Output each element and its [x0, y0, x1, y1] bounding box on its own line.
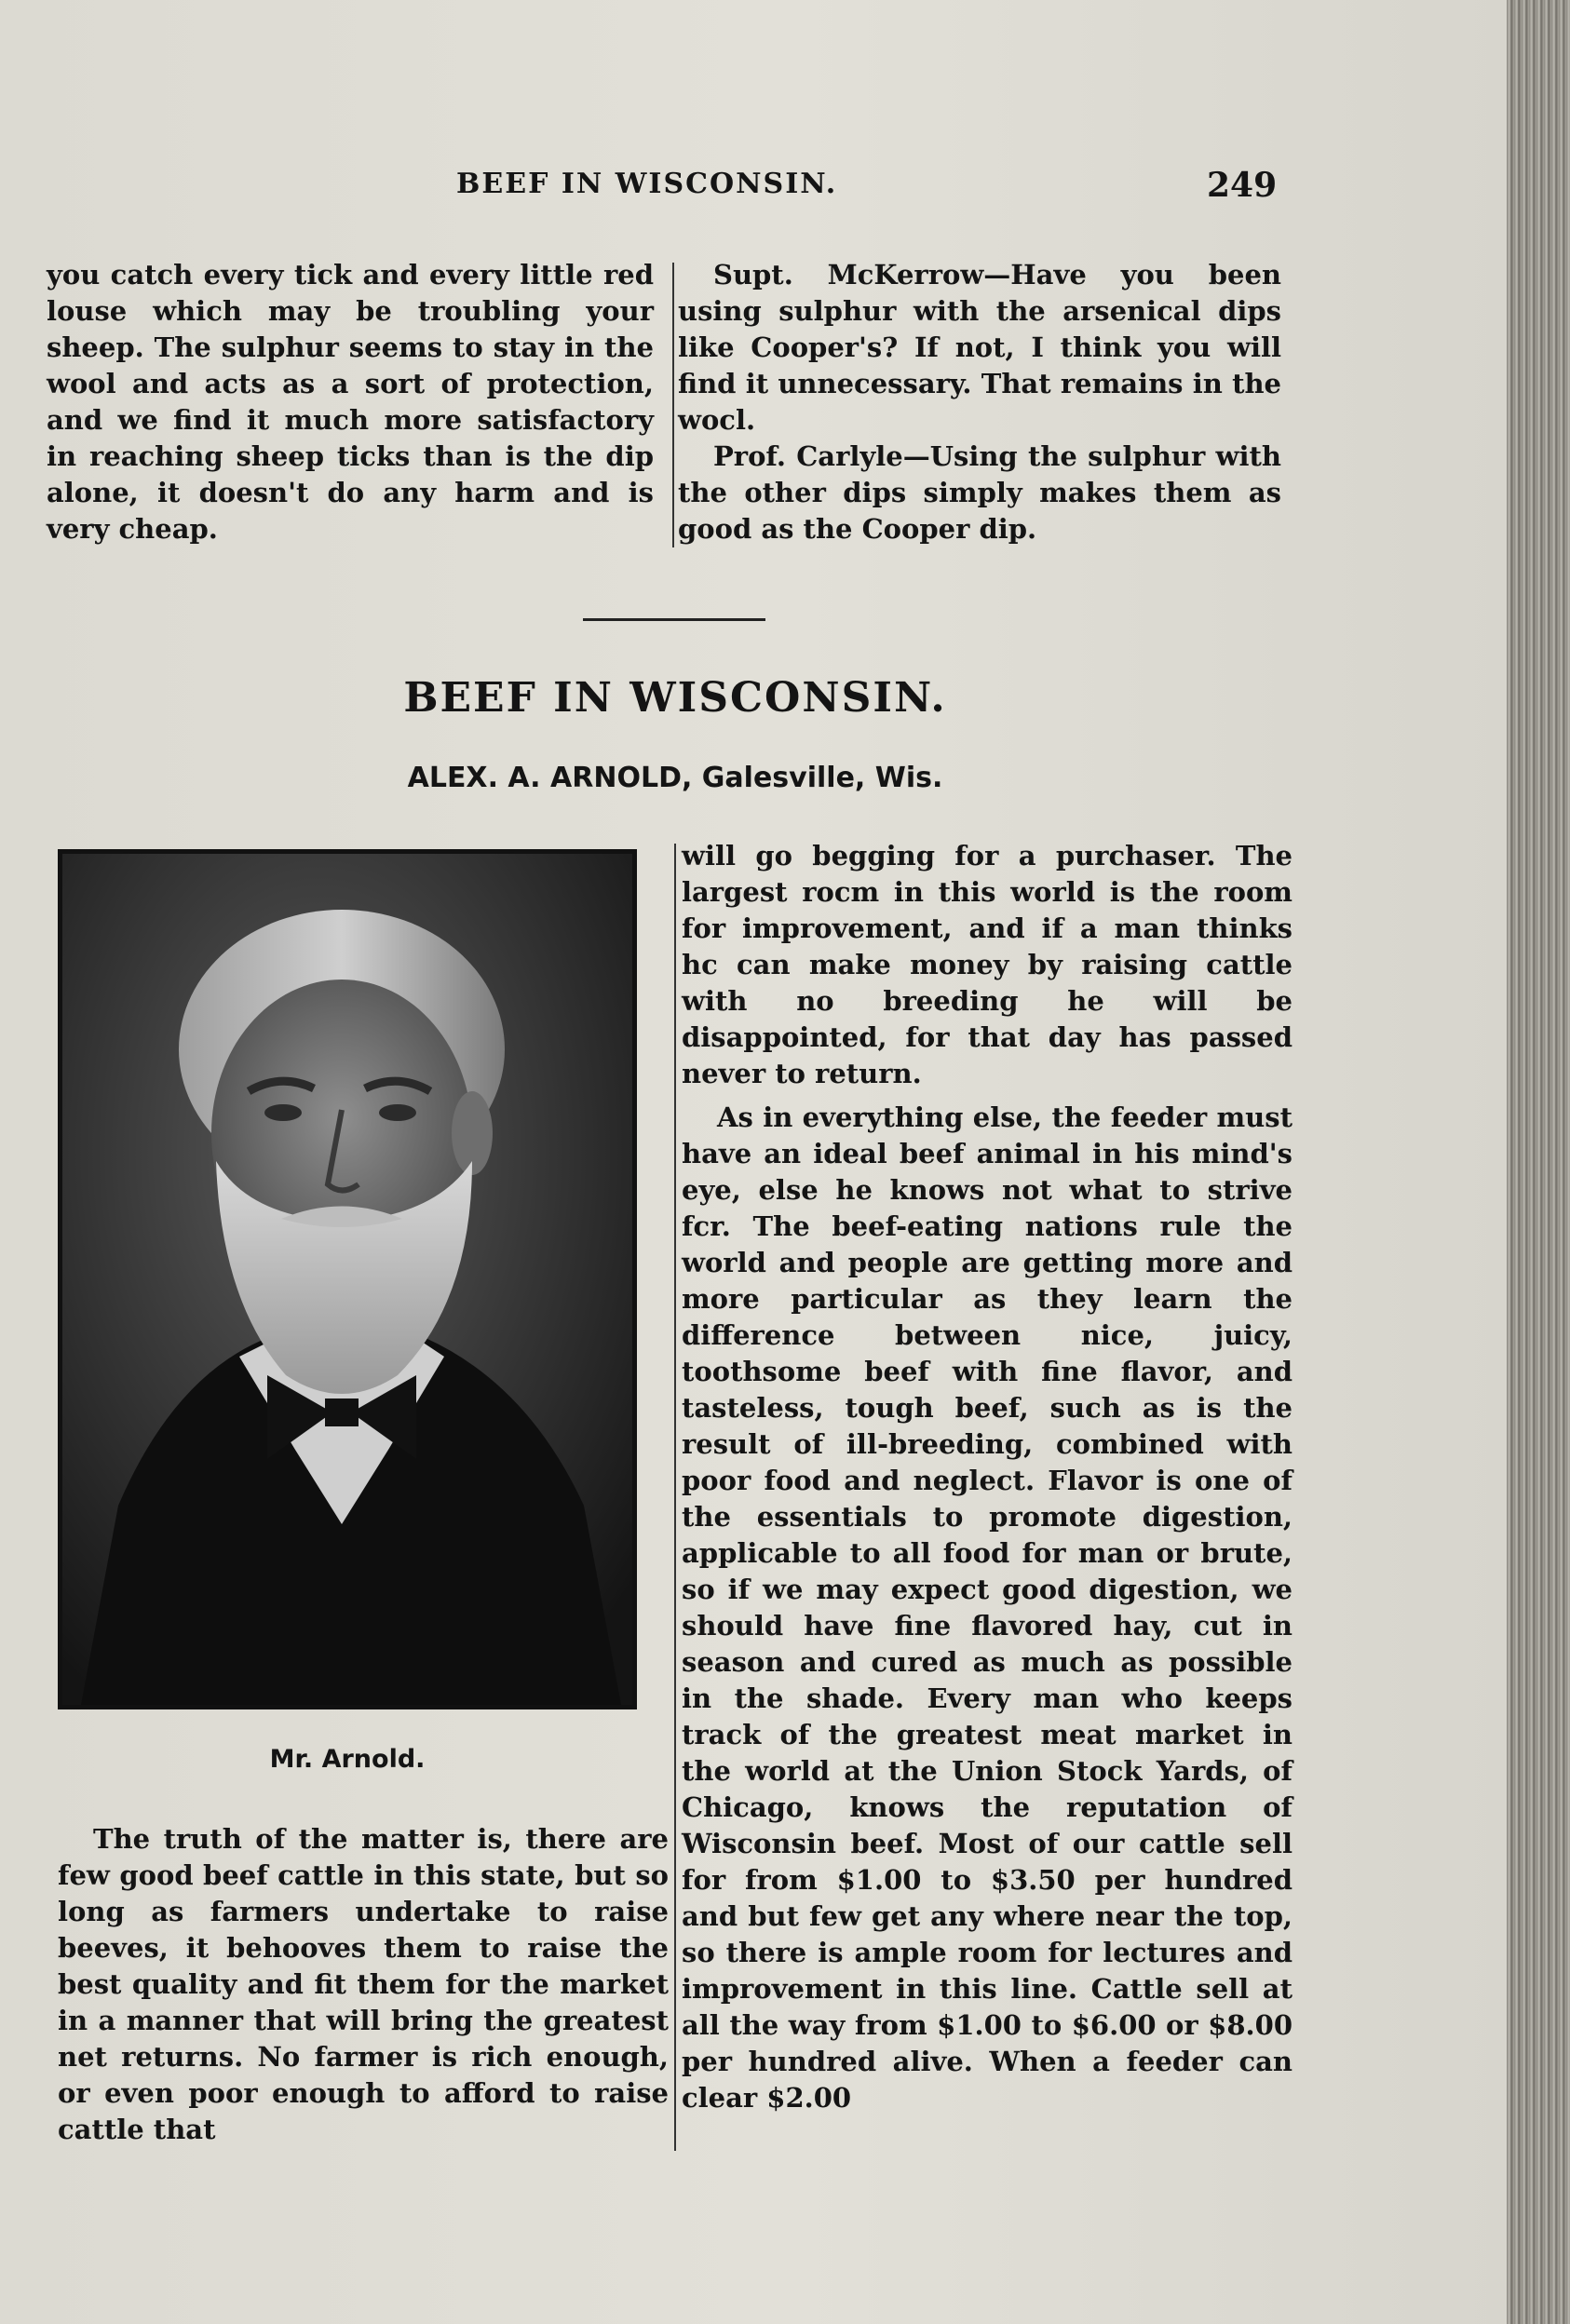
article-title: BEEF IN WISCONSIN. [403, 674, 947, 722]
column-divider-top [672, 263, 674, 547]
carlyle-paragraph: Prof. Carlyle—Using the sulphur with the other dips simply makes them as good as the Cooper dip. [678, 440, 1281, 545]
running-header: BEEF IN WISCONSIN. [456, 168, 838, 200]
photo-caption: Mr. Arnold. [269, 1745, 426, 1774]
article-byline: ALEX. A. ARNOLD, Galesville, Wis. [407, 762, 943, 794]
mckerrow-paragraph: Supt. McKerrow—Have you been using sulphur with the arsenical dips like Cooper's? If not, I think you will find it unnecessary. That remains in the wocl. [678, 259, 1281, 436]
page-edge-binding [1507, 0, 1570, 2324]
article-paragraph-3: As in everything else, the feeder must have an ideal beef animal in his mind's eye, else he knows not what to strive fcr. The beef-eating nations rule the world and people are getting more and more particular as they learn the difference between nice, juicy, toothsome beef with fine flavor, and tasteless, tough beef, such as is the result of ill-breeding, combined with poor food and neglect. Flavor is one of the essentials to promote digestion, applicable to all food for man or brute, so if we may expect good digestion, we should have fine flavored hay, cut in season and cured as much as possible in the shade. Every man who keeps track of the greatest meat market in the world at the Union Stock Yards, of Chicago, knows the reputation of Wisconsin beef. Most of our cattle sell for from $1.00 to $3.50 per hundred and but few get any where near the top, so there is ample room for lectures and improvement in this line. Cattle sell at all the way from $1.00 to $6.00 or $8.00 per hundred alive. When a feeder can clear $2.00 [682, 1101, 1293, 2114]
portrait-photo [58, 849, 637, 1709]
continued-paragraph: you catch every tick and every little red louse which may be troubling your sheep. The sulphur seems to stay in the wool and acts as a sort of protection, and we find it much more satisfactory in reaching sheep ticks than is the dip alone, it doesn't do any harm and is very cheap. [47, 259, 654, 545]
portrait-illustration [62, 854, 632, 1705]
section-separator [583, 618, 765, 621]
top-left-column [47, 257, 654, 547]
column-divider-article [674, 844, 676, 2151]
article-paragraph-1: The truth of the matter is, there are few good beef cattle in this state, but so long as farmers undertake to raise beeves, it behooves them to raise the best quality and fit them for the market in a manner that will bring the greatest net returns. No farmer is rich enough, or even poor enough to afford to raise cattle that [58, 1823, 669, 2145]
article-right-column [682, 838, 1293, 2116]
page-number: 249 [1207, 166, 1278, 205]
article-left-column [58, 1821, 669, 2148]
top-right-column [678, 257, 1281, 547]
article-paragraph-2: will go begging for a purchaser. The largest rocm in this world is the room for improvement, and if a man thinks hc can make money by raising cattle with no breeding he will be disappointed, for that day has passed never to return. [682, 840, 1293, 1089]
